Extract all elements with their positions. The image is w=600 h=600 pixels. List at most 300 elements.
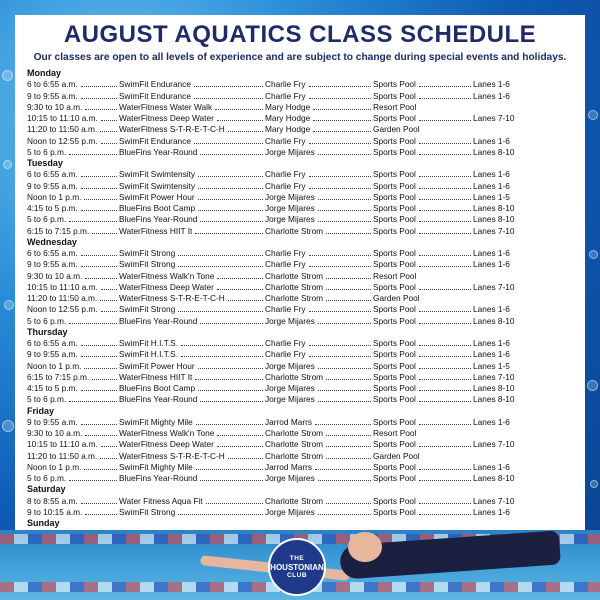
class-text: SwimFit Endurance: [119, 79, 191, 90]
location-text: Sports Pool: [373, 281, 416, 292]
location-text: Resort Pool: [373, 101, 417, 112]
time-text: 9 to 9:55 a.m.: [27, 259, 78, 270]
lanes-text: Lanes 8-10: [473, 146, 515, 157]
cell-class: [119, 349, 265, 360]
cell-location: [373, 192, 473, 203]
dot-leader: [419, 462, 471, 470]
location-text: Sports Pool: [373, 225, 416, 236]
cell-time: [27, 496, 119, 507]
cell-instructor: [265, 462, 373, 473]
dot-leader: [178, 304, 263, 312]
dot-leader: [318, 507, 371, 515]
dot-leader: [100, 293, 117, 301]
dot-leader: [318, 214, 371, 222]
dot-leader: [217, 439, 263, 447]
schedule-row: [27, 192, 573, 203]
day-heading: Monday: [27, 68, 62, 78]
dot-leader: [69, 147, 117, 155]
cell-class: [119, 271, 265, 282]
time-text: 5 to 6 p.m.: [27, 146, 67, 157]
dot-leader: [326, 428, 371, 436]
location-text: Sports Pool: [373, 315, 416, 326]
lanes-text: Lanes 1-6: [473, 180, 510, 191]
cell-class: [119, 192, 265, 203]
cell-class: [119, 214, 265, 225]
dot-leader: [81, 349, 117, 357]
instructor-text: Charlotte Strom: [265, 225, 324, 236]
cell-location: [373, 361, 473, 372]
cell-lanes: [473, 372, 573, 383]
cell-instructor: [265, 496, 373, 507]
cell-lanes: [473, 293, 573, 304]
cell-lanes: [473, 271, 573, 282]
dot-leader: [326, 372, 371, 380]
dot-leader: [81, 259, 117, 267]
dot-leader: [313, 102, 371, 110]
dot-leader: [419, 226, 471, 234]
class-text: WaterFitness Walk'n Tone: [119, 428, 215, 438]
location-text: Sports Pool: [373, 473, 416, 483]
cell-instructor: [265, 293, 373, 304]
dot-leader: [318, 316, 371, 324]
lanes-text: Lanes 7-10: [473, 439, 515, 450]
dot-leader: [196, 462, 263, 470]
schedule-row: [27, 248, 573, 259]
location-text: Sports Pool: [373, 360, 416, 371]
class-text: SwimFit Strong: [119, 506, 176, 517]
dot-leader: [81, 169, 117, 177]
cell-class: [119, 79, 265, 90]
cell-location: [373, 203, 473, 214]
cell-class: [119, 361, 265, 372]
schedule-row: [27, 102, 573, 113]
dot-leader: [419, 304, 471, 312]
cell-time: [27, 383, 119, 394]
schedule-row: [27, 383, 573, 394]
schedule-row: [27, 259, 573, 270]
class-text: WaterFitness HIIT It: [119, 371, 193, 382]
lanes-text: Lanes 1-6: [473, 349, 510, 360]
cell-class: [119, 394, 265, 405]
lanes-text: [473, 102, 474, 113]
instructor-text: Charlotte Strom: [265, 281, 324, 292]
time-text: 9:30 to 10 a.m.: [27, 270, 83, 281]
cell-class: [119, 147, 265, 158]
cell-time: [27, 451, 119, 462]
instructor-text: Jarrod Marrs: [265, 416, 313, 427]
class-text: BlueFins Year-Round: [119, 315, 198, 326]
dot-leader: [313, 124, 371, 132]
class-text: SwimFit Mighty Mile: [119, 416, 193, 427]
cell-time: [27, 417, 119, 428]
dot-leader: [200, 394, 263, 402]
instructor-text: Charlotte Strom: [265, 450, 324, 461]
cell-instructor: [265, 349, 373, 360]
dot-leader: [318, 192, 371, 200]
class-text: BlueFins Year-Round: [119, 214, 198, 225]
cell-time: [27, 214, 119, 225]
cell-class: [119, 136, 265, 147]
dot-leader: [101, 282, 117, 290]
dot-leader: [101, 113, 117, 121]
cell-class: [119, 507, 265, 518]
dot-leader: [318, 147, 371, 155]
bubble: [2, 70, 13, 81]
dot-leader: [309, 349, 371, 357]
cell-time: [27, 91, 119, 102]
dot-leader: [326, 439, 371, 447]
schedule-row: [27, 417, 573, 428]
lanes-text: Lanes 1-6: [473, 461, 510, 472]
lanes-text: Lanes 1-5: [473, 360, 510, 371]
dot-leader: [315, 417, 371, 425]
class-text: SwimFit Strong: [119, 304, 176, 315]
cell-time: [27, 147, 119, 158]
cell-time: [27, 473, 119, 484]
lanes-text: Lanes 1-6: [473, 259, 510, 270]
schedule-row: [27, 507, 573, 518]
dot-leader: [318, 394, 371, 402]
location-text: Sports Pool: [373, 146, 416, 157]
dot-leader: [419, 394, 471, 402]
dot-leader: [81, 417, 117, 425]
cell-location: [373, 147, 473, 158]
cell-location: [373, 338, 473, 349]
instructor-text: Jarrod Marrs: [265, 461, 313, 472]
cell-lanes: [473, 214, 573, 225]
cell-time: [27, 304, 119, 315]
location-text: Sports Pool: [373, 461, 416, 472]
dot-leader: [419, 192, 471, 200]
cell-class: [119, 282, 265, 293]
dot-leader: [419, 338, 471, 346]
cell-instructor: [265, 394, 373, 405]
cell-class: [119, 181, 265, 192]
dot-leader: [178, 507, 263, 515]
lanes-text: Lanes 7-10: [473, 495, 515, 506]
cell-location: [373, 91, 473, 102]
schedule-row: [27, 147, 573, 158]
cell-location: [373, 113, 473, 124]
dot-leader: [200, 473, 263, 481]
time-text: 9 to 9:55 a.m.: [27, 90, 78, 101]
location-text: Sports Pool: [373, 113, 416, 123]
dot-leader: [419, 439, 471, 447]
dot-leader: [309, 169, 371, 177]
cell-class: [119, 304, 265, 315]
location-text: Sports Pool: [373, 304, 416, 315]
time-text: 5 to 6 p.m.: [27, 214, 67, 225]
cell-location: [373, 439, 473, 450]
dot-leader: [419, 91, 471, 99]
cell-instructor: [265, 203, 373, 214]
dot-leader: [100, 124, 117, 132]
dot-leader: [419, 203, 471, 211]
schedule-table: [27, 68, 573, 541]
cell-instructor: [265, 124, 373, 135]
dot-leader: [309, 338, 371, 346]
cell-instructor: [265, 248, 373, 259]
cell-class: [119, 428, 265, 439]
dot-leader: [85, 428, 117, 436]
cell-time: [27, 136, 119, 147]
cell-location: [373, 507, 473, 518]
cell-location: [373, 226, 473, 237]
cell-class: [119, 439, 265, 450]
class-text: SwimFit Endurance: [119, 90, 191, 101]
instructor-text: Charlie Fry: [265, 304, 306, 315]
bubble: [2, 420, 14, 432]
dot-leader: [194, 136, 263, 144]
lanes-text: Lanes 1-6: [473, 338, 510, 348]
cell-instructor: [265, 102, 373, 113]
cell-time: [27, 428, 119, 439]
cell-lanes: [473, 169, 573, 180]
cell-instructor: [265, 361, 373, 372]
class-text: BlueFins Boot Camp: [119, 383, 196, 393]
cell-lanes: [473, 147, 573, 158]
dot-leader: [309, 181, 371, 189]
location-text: Sports Pool: [373, 259, 416, 270]
time-text: 6:15 to 7:15 p.m.: [27, 225, 90, 236]
bubble: [4, 300, 14, 310]
dot-leader: [198, 192, 263, 200]
time-text: 10:15 to 11:10 a.m.: [27, 439, 98, 450]
dot-leader: [194, 79, 263, 87]
instructor-text: Charlie Fry: [265, 79, 306, 90]
instructor-text: Jorge Mijares: [265, 383, 315, 393]
class-text: WaterFitness HIIT It: [119, 225, 193, 236]
location-text: Garden Pool: [373, 450, 420, 461]
instructor-text: Charlie Fry: [265, 180, 306, 191]
day-heading: Tuesday: [27, 158, 63, 168]
dot-leader: [326, 226, 371, 234]
dot-leader: [84, 462, 117, 470]
cell-time: [27, 394, 119, 405]
dot-leader: [228, 293, 263, 301]
location-text: Sports Pool: [373, 371, 416, 382]
dot-leader: [195, 226, 263, 234]
dot-leader: [92, 372, 117, 380]
class-text: WaterFitness S-T-R-E-T-C-H: [119, 450, 225, 461]
time-text: 6 to 6:55 a.m.: [27, 169, 78, 180]
cell-instructor: [265, 507, 373, 518]
dot-leader: [196, 417, 263, 425]
cell-lanes: [473, 192, 573, 203]
time-text: 9:30 to 10 a.m.: [27, 101, 83, 112]
schedule-row: [27, 181, 573, 192]
instructor-text: Charlie Fry: [265, 169, 306, 180]
cell-lanes: [473, 383, 573, 394]
dot-leader: [101, 439, 117, 447]
dot-leader: [419, 147, 471, 155]
dot-leader: [198, 169, 263, 177]
cell-class: [119, 248, 265, 259]
cell-lanes: [473, 124, 573, 135]
schedule-row: [27, 338, 573, 349]
lanes-text: Lanes 7-10: [473, 281, 515, 292]
day-heading: Sunday: [27, 518, 60, 528]
dot-leader: [419, 282, 471, 290]
logo-text-bottom: CLUB: [286, 571, 308, 579]
schedule-row: [27, 394, 573, 405]
dot-leader: [81, 79, 117, 87]
dot-leader: [81, 383, 117, 391]
cell-instructor: [265, 473, 373, 484]
dot-leader: [217, 113, 263, 121]
dot-leader: [419, 507, 471, 515]
instructor-text: Jorge Mijares: [265, 146, 315, 157]
dot-leader: [326, 293, 371, 301]
dot-leader: [69, 214, 117, 222]
time-text: 11:20 to 11:50 a.m.: [27, 124, 98, 135]
dot-leader: [419, 349, 471, 357]
dot-leader: [100, 451, 117, 459]
dot-leader: [194, 91, 263, 99]
cell-instructor: [265, 214, 373, 225]
cell-lanes: [473, 428, 573, 439]
cell-class: [119, 113, 265, 124]
cell-lanes: [473, 282, 573, 293]
dot-leader: [318, 383, 371, 391]
instructor-text: Jorge Mijares: [265, 360, 315, 371]
schedule-row: [27, 293, 573, 304]
dot-leader: [69, 394, 117, 402]
class-text: BlueFins Year-Round: [119, 394, 198, 405]
cell-lanes: [473, 349, 573, 360]
cell-location: [373, 451, 473, 462]
schedule-row: [27, 496, 573, 507]
dot-leader: [206, 496, 263, 504]
cell-lanes: [473, 394, 573, 405]
cell-lanes: [473, 181, 573, 192]
location-text: Sports Pool: [373, 203, 416, 213]
cell-class: [119, 462, 265, 473]
lanes-text: [473, 124, 474, 135]
bubble: [587, 380, 598, 391]
time-text: 9 to 9:55 a.m.: [27, 416, 78, 427]
class-text: SwimFit Strong: [119, 248, 176, 258]
class-text: SwimFit Swimtensity: [119, 180, 196, 191]
cell-lanes: [473, 203, 573, 214]
dot-leader: [178, 248, 263, 256]
lanes-text: Lanes 1-6: [473, 135, 510, 146]
dot-leader: [419, 361, 471, 369]
cell-time: [27, 203, 119, 214]
schedule-row: [27, 304, 573, 315]
cell-location: [373, 271, 473, 282]
dot-leader: [101, 304, 117, 312]
lanes-text: Lanes 8-10: [473, 383, 515, 393]
lanes-text: Lanes 7-10: [473, 113, 515, 123]
dot-leader: [318, 203, 371, 211]
cell-lanes: [473, 496, 573, 507]
cell-location: [373, 462, 473, 473]
cell-instructor: [265, 316, 373, 327]
schedule-row: [27, 124, 573, 135]
cell-lanes: [473, 361, 573, 372]
dot-leader: [69, 473, 117, 481]
dot-leader: [309, 304, 371, 312]
time-text: 5 to 6 p.m.: [27, 315, 67, 326]
cell-instructor: [265, 372, 373, 383]
dot-leader: [326, 451, 371, 459]
time-text: 10:15 to 11:10 a.m.: [27, 113, 98, 123]
cell-time: [27, 372, 119, 383]
dot-leader: [81, 248, 117, 256]
cell-lanes: [473, 507, 573, 518]
location-text: Sports Pool: [373, 214, 416, 225]
cell-class: [119, 451, 265, 462]
instructor-text: Charlotte Strom: [265, 371, 324, 382]
dot-leader: [309, 248, 371, 256]
lanes-text: Lanes 1-6: [473, 248, 510, 258]
dot-leader: [419, 136, 471, 144]
lanes-text: [473, 428, 474, 439]
instructor-text: Charlie Fry: [265, 349, 306, 360]
instructor-text: Mary Hodge: [265, 113, 311, 123]
cell-lanes: [473, 338, 573, 349]
cell-time: [27, 259, 119, 270]
dot-leader: [101, 136, 117, 144]
cell-location: [373, 383, 473, 394]
dot-leader: [85, 271, 117, 279]
cell-instructor: [265, 383, 373, 394]
class-text: WaterFitness Deep Water: [119, 113, 214, 123]
schedule-row: [27, 316, 573, 327]
dot-leader: [92, 226, 117, 234]
cell-lanes: [473, 451, 573, 462]
time-text: 9 to 9:55 a.m.: [27, 349, 78, 360]
class-text: WaterFitness Water Walk: [119, 101, 213, 112]
dot-leader: [318, 361, 371, 369]
bubble: [3, 160, 12, 169]
cell-instructor: [265, 113, 373, 124]
lanes-text: Lanes 1-5: [473, 191, 510, 202]
cell-time: [27, 181, 119, 192]
cell-time: [27, 507, 119, 518]
dot-leader: [81, 338, 117, 346]
dot-leader: [318, 473, 371, 481]
cell-instructor: [265, 451, 373, 462]
cell-class: [119, 473, 265, 484]
dot-leader: [419, 259, 471, 267]
dot-leader: [85, 102, 117, 110]
dot-leader: [419, 383, 471, 391]
bubble: [590, 480, 598, 488]
time-text: 11:20 to 11:50 a.m.: [27, 450, 98, 461]
location-text: Sports Pool: [373, 495, 416, 506]
time-text: 6:15 to 7:15 p.m.: [27, 371, 90, 382]
instructor-text: Charlotte Strom: [265, 439, 324, 450]
time-text: 11:20 to 11:50 a.m.: [27, 293, 98, 303]
schedule-row: [27, 226, 573, 237]
cell-instructor: [265, 439, 373, 450]
dot-leader: [81, 91, 117, 99]
cell-lanes: [473, 136, 573, 147]
time-text: Noon to 1 p.m.: [27, 461, 82, 472]
schedule-row: [27, 136, 573, 147]
lanes-text: Lanes 8-10: [473, 394, 515, 405]
dot-leader: [200, 316, 263, 324]
cell-location: [373, 428, 473, 439]
lanes-text: Lanes 1-6: [473, 169, 510, 180]
time-text: 4:15 to 5 p.m.: [27, 383, 78, 393]
class-text: SwimFit H.I.T.S.: [119, 338, 179, 348]
class-text: SwimFit Mighty Mile: [119, 461, 193, 472]
cell-lanes: [473, 113, 573, 124]
swimmer-head: [348, 532, 382, 562]
